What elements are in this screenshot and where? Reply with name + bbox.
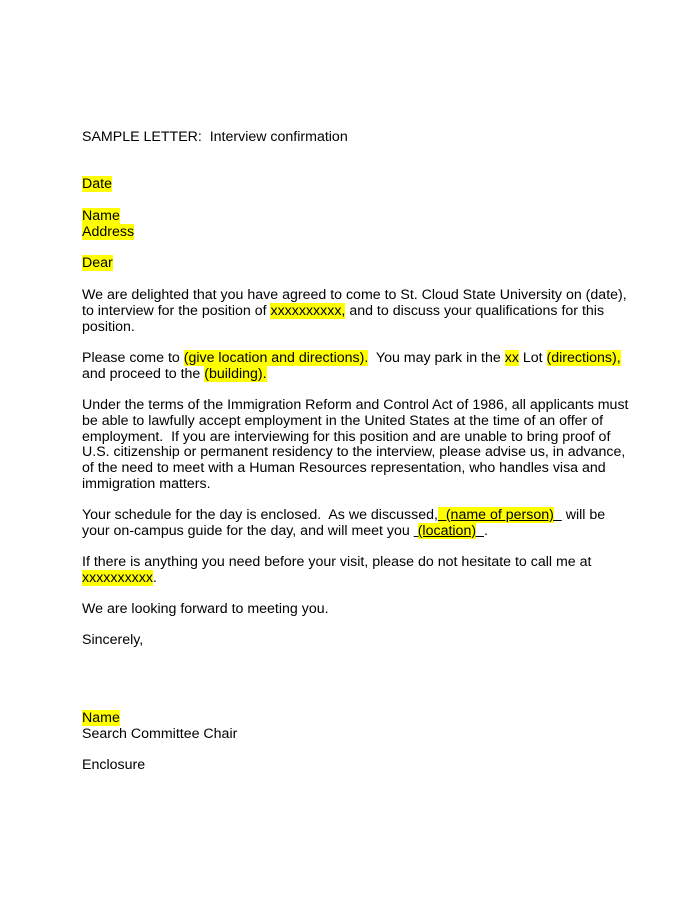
paragraph-4-line-1	[82, 507, 605, 523]
position-placeholder: xxxxxxxxxx,	[270, 303, 346, 319]
paragraph-1-line-3: position.	[82, 319, 135, 335]
recipient-address-placeholder: Address	[82, 224, 135, 240]
date-line	[82, 176, 112, 192]
paragraph-3-line-4: U.S. citizenship or permanent residency to the interview, please advise us, in advance,	[82, 444, 626, 460]
p4-l2-before: your on-campus guide for the day, and will meet you	[82, 523, 414, 539]
p4-l2-after: .	[483, 523, 488, 539]
p2-l2-before: and proceed to the	[82, 366, 205, 382]
p1-l2-after: and to discuss your qualifications for this	[345, 303, 605, 319]
p4-l1-before: Your schedule for the day is enclosed. As we discussed,	[82, 507, 438, 523]
paragraph-4-line-2	[82, 523, 488, 539]
location-directions-placeholder: (give location and directions).	[183, 350, 369, 366]
p1-l2-before: to interview for the position of	[82, 303, 271, 319]
meet-location-blank-2	[476, 523, 484, 539]
paragraph-2-line-2	[82, 366, 267, 382]
p5-l2-after: .	[152, 570, 157, 586]
recipient-name-placeholder: Name	[82, 208, 120, 224]
p2-l1-mid: You may park in the	[368, 350, 505, 366]
paragraph-6: We are looking forward to meeting you.	[82, 601, 329, 617]
letter-title: SAMPLE LETTER: Interview confirmation	[82, 129, 348, 145]
paragraph-3-line-1: Under the terms of the Immigration Reform and Control Act of 1986, all applicants must	[82, 397, 629, 413]
directions-placeholder: (directions),	[546, 350, 621, 366]
signer-title: Search Committee Chair	[82, 726, 238, 742]
date-placeholder: Date	[82, 176, 112, 192]
p2-l1-mid2: Lot	[518, 350, 547, 366]
salutation-placeholder: Dear	[82, 255, 113, 271]
paragraph-3-line-3: employment. If you are interviewing for this position and are unable to bring proof of	[82, 429, 611, 445]
p2-l1-before: Please come to	[82, 350, 184, 366]
phone-placeholder: xxxxxxxxxx	[82, 570, 153, 586]
recipient-name-line	[82, 208, 120, 224]
paragraph-2-line-1	[82, 350, 621, 366]
paragraph-3-line-2: be able to lawfully accept employment in the United States at the time of an offer of	[82, 413, 604, 429]
paragraph-5-line-1: If there is anything you need before your visit, please do not hesitate to call me at	[82, 554, 592, 570]
meet-location-placeholder: (location)	[417, 523, 477, 539]
guide-name-placeholder: (name of person)	[437, 507, 554, 523]
p4-l1-after: will be	[561, 507, 606, 523]
enclosure-line: Enclosure	[82, 757, 146, 773]
paragraph-5-line-2	[82, 570, 157, 586]
recipient-address-line	[82, 224, 134, 240]
signer-name-line	[82, 710, 120, 726]
paragraph-3-line-6: immigration matters.	[82, 476, 211, 492]
building-placeholder: (building).	[204, 366, 267, 382]
lot-placeholder: xx	[504, 350, 519, 366]
paragraph-1-line-1: We are delighted that you have agreed to come to St. Cloud State University on (date),	[82, 287, 627, 303]
closing: Sincerely,	[82, 632, 144, 648]
guide-name-blank	[554, 507, 562, 523]
paragraph-1-line-2	[82, 303, 604, 319]
signer-name-placeholder: Name	[82, 710, 120, 726]
salutation-line	[82, 255, 113, 271]
paragraph-3-line-5: of the need to meet with a Human Resources representation, who handles visa and	[82, 460, 606, 476]
